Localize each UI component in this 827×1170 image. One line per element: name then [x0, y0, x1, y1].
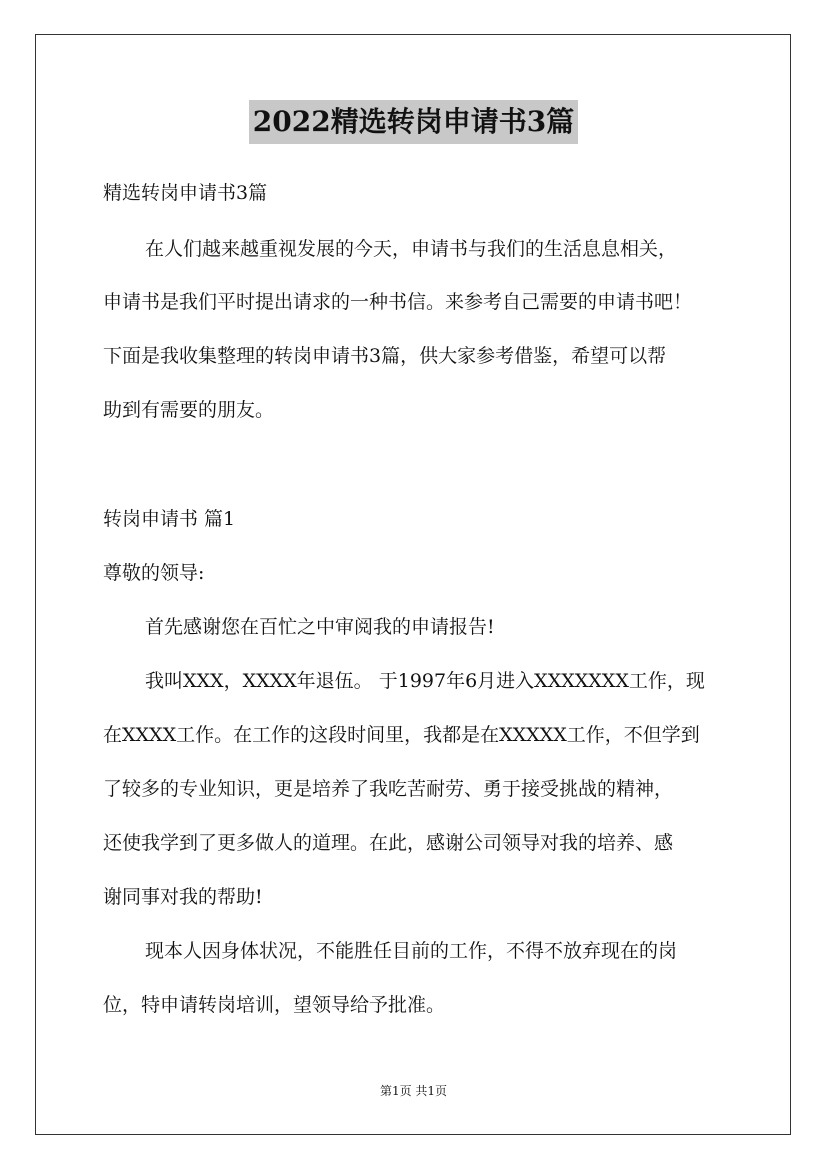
subtitle-line: 精选转岗申请书3篇: [103, 182, 268, 204]
paragraph-line: 还使我学到了更多做人的道理。在此，感谢公司领导对我的培养、感: [103, 832, 674, 854]
paragraph-line: 位，特申请转岗培训，望领导给予批准。: [103, 994, 446, 1016]
paragraph-line: 首先感谢您在百忙之中审阅我的申请报告!: [145, 616, 495, 638]
document-title-wrap: [0, 100, 827, 144]
paragraph-line: 谢同事对我的帮助!: [103, 886, 263, 908]
page-footer: 第1页 共1页: [379, 1084, 448, 1098]
paragraph-line: 在XXXX工作。在工作的这段时间里，我都是在XXXXX工作，不但学到: [103, 724, 700, 746]
paragraph-line: 助到有需要的朋友。: [103, 399, 275, 421]
salutation-line: 尊敬的领导:: [103, 562, 205, 584]
document-title: 2022精选转岗申请书3篇: [249, 100, 578, 144]
paragraph-line: 我叫XXX，XXXX年退伍。 于1997年6月进入XXXXXXX工作，现: [145, 670, 705, 692]
paragraph-line: 申请书是我们平时提出请求的一种书信。来参考自己需要的申请书吧！: [103, 291, 693, 313]
paragraph-line: 在人们越来越重视发展的今天，申请书与我们的生活息息相关，: [145, 238, 678, 260]
paragraph-line: 现本人因身体状况，不能胜任目前的工作，不得不放弃现在的岗: [145, 940, 678, 962]
paragraph-line: 了较多的专业知识，更是培养了我吃苦耐劳、勇于接受挑战的精神，: [103, 778, 674, 800]
paragraph-line: 下面是我收集整理的转岗申请书3篇，供大家参考借鉴，希望可以帮: [103, 345, 667, 367]
section-heading: 转岗申请书 篇1: [103, 508, 236, 530]
